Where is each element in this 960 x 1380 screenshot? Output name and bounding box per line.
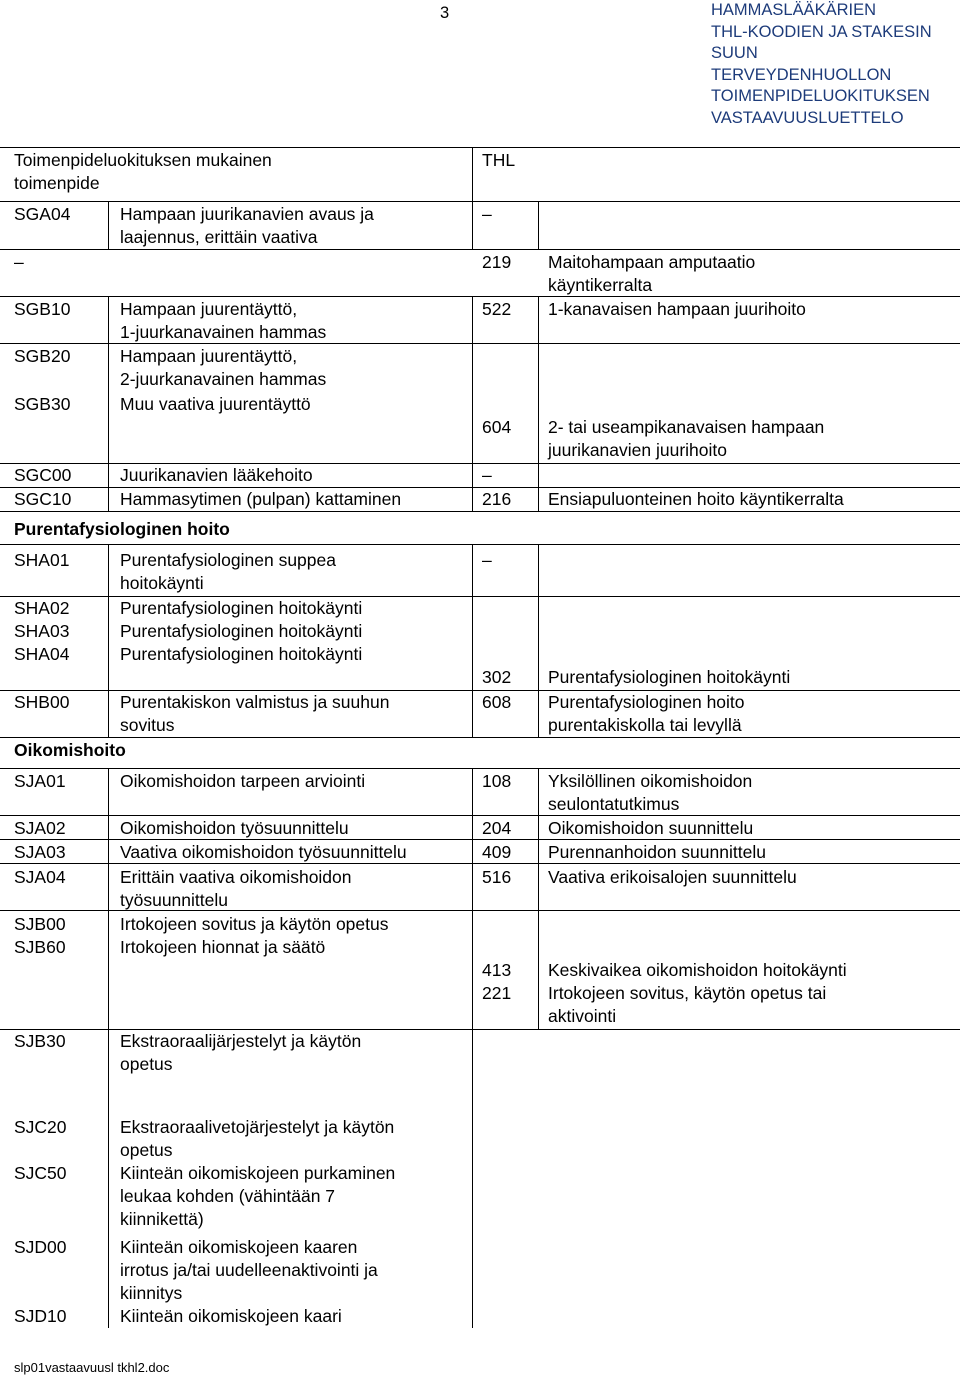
- thl-description: Purentafysiologinen hoitokäynti: [548, 667, 791, 687]
- thl-description: Vaativa erikoisalojen suunnittelu: [548, 867, 797, 887]
- header-line: TERVEYDENHUOLLON: [711, 65, 892, 84]
- procedure-description: Oikomishoidon työsuunnittelu: [120, 818, 349, 838]
- procedure-description: Kiinteän oikomiskojeen purkaminen: [120, 1163, 396, 1183]
- thl-code: 108: [482, 771, 512, 791]
- thl-code: 604: [482, 417, 512, 437]
- footer-filename: slp01vastaavuusl tkhl2.doc: [14, 1360, 170, 1375]
- header-line: TOIMENPIDELUOKITUKSEN: [711, 87, 930, 105]
- procedure-code: SJA03: [14, 842, 66, 862]
- column-header-left-line: Toimenpideluokituksen mukainen: [14, 150, 272, 170]
- procedure-description: irrotus ja/tai uudelleenaktivointi ja: [120, 1260, 378, 1280]
- column-header-thl: THL: [482, 150, 516, 170]
- thl-code: 204: [482, 818, 512, 838]
- procedure-code: SHA02: [14, 598, 70, 618]
- procedure-code: –: [14, 252, 24, 272]
- procedure-description: Oikomishoidon tarpeen arviointi: [120, 771, 366, 791]
- procedure-description: Purentafysiologinen hoitokäynti: [120, 621, 363, 641]
- procedure-code: SGB20: [14, 346, 71, 366]
- procedure-description: hoitokäynti: [120, 573, 204, 593]
- procedure-description: laajennus, erittäin vaativa: [120, 227, 318, 247]
- thl-description: juurikanavien juurihoito: [548, 440, 727, 460]
- thl-code: 302: [482, 667, 512, 687]
- procedure-code: SGC00: [14, 465, 72, 485]
- column-header-left-line: toimenpide: [14, 173, 100, 193]
- procedure-code: SJA01: [14, 771, 66, 791]
- thl-description: käyntikerralta: [548, 275, 653, 295]
- document-header: [711, 0, 932, 129]
- procedure-description: opetus: [120, 1054, 173, 1074]
- procedure-description: Kiinteän oikomiskojeen kaari: [120, 1306, 342, 1326]
- procedure-code: SJB00: [14, 914, 66, 934]
- thl-code: –: [482, 465, 492, 485]
- thl-code: –: [482, 550, 492, 570]
- procedure-code: SGB10: [14, 299, 71, 319]
- header-line: THL-KOODIEN JA STAKESIN: [711, 22, 932, 41]
- procedure-description: leukaa kohden (vähintään 7: [120, 1186, 336, 1206]
- procedure-code: SJC50: [14, 1163, 67, 1183]
- procedure-code: SHA04: [14, 644, 70, 664]
- thl-code: 219: [482, 252, 512, 272]
- procedure-code: SGA04: [14, 204, 71, 224]
- procedure-description: Purentafysiologinen hoitokäynti: [120, 598, 363, 618]
- procedure-description: 2-juurkanavainen hammas: [120, 369, 327, 389]
- procedure-description: Irtokojeen sovitus ja käytön opetus: [120, 914, 389, 934]
- header-line: VASTAAVUUSLUETTELO: [711, 108, 904, 127]
- procedure-code: SGB30: [14, 394, 71, 414]
- header-line: HAMMASLÄÄKÄRIEN: [711, 1, 877, 19]
- procedure-description: kiinnikettä): [120, 1209, 204, 1229]
- procedure-description: Juurikanavien lääkehoito: [120, 465, 313, 485]
- procedure-description: Hammasytimen (pulpan) kattaminen: [120, 489, 402, 509]
- procedure-code: SJD00: [14, 1237, 67, 1257]
- column-header-left: [14, 149, 272, 195]
- thl-description: Irtokojeen sovitus, käytön opetus tai: [548, 983, 827, 1003]
- thl-description: seulontatutkimus: [548, 794, 680, 814]
- header-line: SUUN: [711, 44, 758, 62]
- procedure-code: SHA03: [14, 621, 70, 641]
- procedure-code: SHB00: [14, 692, 70, 712]
- thl-code: 409: [482, 842, 512, 862]
- procedure-description: Kiinteän oikomiskojeen kaaren: [120, 1237, 358, 1257]
- thl-description: Purentafysiologinen hoito: [548, 692, 745, 712]
- procedure-code: SJA02: [14, 818, 66, 838]
- procedure-description: Muu vaativa juurentäyttö: [120, 394, 311, 414]
- procedure-description: työsuunnittelu: [120, 890, 228, 910]
- thl-description: purentakiskolla tai levyllä: [548, 715, 742, 735]
- procedure-code: SJB30: [14, 1031, 66, 1051]
- thl-description: 2- tai useampikanavaisen hampaan: [548, 417, 825, 437]
- procedure-description: Erittäin vaativa oikomishoidon: [120, 867, 352, 887]
- procedure-code: SJC20: [14, 1117, 67, 1137]
- thl-description: Keskivaikea oikomishoidon hoitokäynti: [548, 960, 847, 980]
- procedure-description: Hampaan juurentäyttö,: [120, 346, 298, 366]
- thl-description: Maitohampaan amputaatio: [548, 252, 756, 272]
- thl-description: 1-kanavaisen hampaan juurihoito: [548, 299, 806, 319]
- procedure-description: kiinnitys: [120, 1283, 183, 1303]
- thl-code: 221: [482, 983, 512, 1003]
- procedure-description: Purentafysiologinen hoitokäynti: [120, 644, 363, 664]
- procedure-description: Vaativa oikomishoidon työsuunnittelu: [120, 842, 407, 862]
- procedure-code: SJB60: [14, 937, 66, 957]
- procedure-code: SGC10: [14, 489, 72, 509]
- thl-description: Yksilöllinen oikomishoidon: [548, 771, 753, 791]
- procedure-description: Ekstraoraalijärjestelyt ja käytön: [120, 1031, 362, 1051]
- page-number: 3: [440, 4, 450, 22]
- procedure-description: Hampaan juurikanavien avaus ja: [120, 204, 374, 224]
- thl-code: 608: [482, 692, 512, 712]
- thl-description: aktivointi: [548, 1006, 617, 1026]
- procedure-description: Ekstraoraalivetojärjestelyt ja käytön: [120, 1117, 395, 1137]
- section-heading: Oikomishoito: [14, 740, 126, 760]
- procedure-code: SJA04: [14, 867, 66, 887]
- thl-code: 216: [482, 489, 512, 509]
- procedure-description: Irtokojeen hionnat ja säätö: [120, 937, 326, 957]
- procedure-description: Purentafysiologinen suppea: [120, 550, 336, 570]
- section-heading: Purentafysiologinen hoito: [14, 519, 230, 539]
- procedure-description: opetus: [120, 1140, 173, 1160]
- thl-description: Purennanhoidon suunnittelu: [548, 842, 766, 862]
- procedure-code: SJD10: [14, 1306, 67, 1326]
- thl-code: 522: [482, 299, 512, 319]
- procedure-description: Purentakiskon valmistus ja suuhun: [120, 692, 390, 712]
- thl-description: Oikomishoidon suunnittelu: [548, 818, 754, 838]
- procedure-description: Hampaan juurentäyttö,: [120, 299, 298, 319]
- thl-code: 413: [482, 960, 512, 980]
- procedure-description: 1-juurkanavainen hammas: [120, 322, 327, 342]
- thl-code: –: [482, 204, 492, 224]
- thl-description: Ensiapuluonteinen hoito käyntikerralta: [548, 489, 844, 509]
- thl-code: 516: [482, 867, 512, 887]
- procedure-code: SHA01: [14, 550, 70, 570]
- procedure-description: sovitus: [120, 715, 175, 735]
